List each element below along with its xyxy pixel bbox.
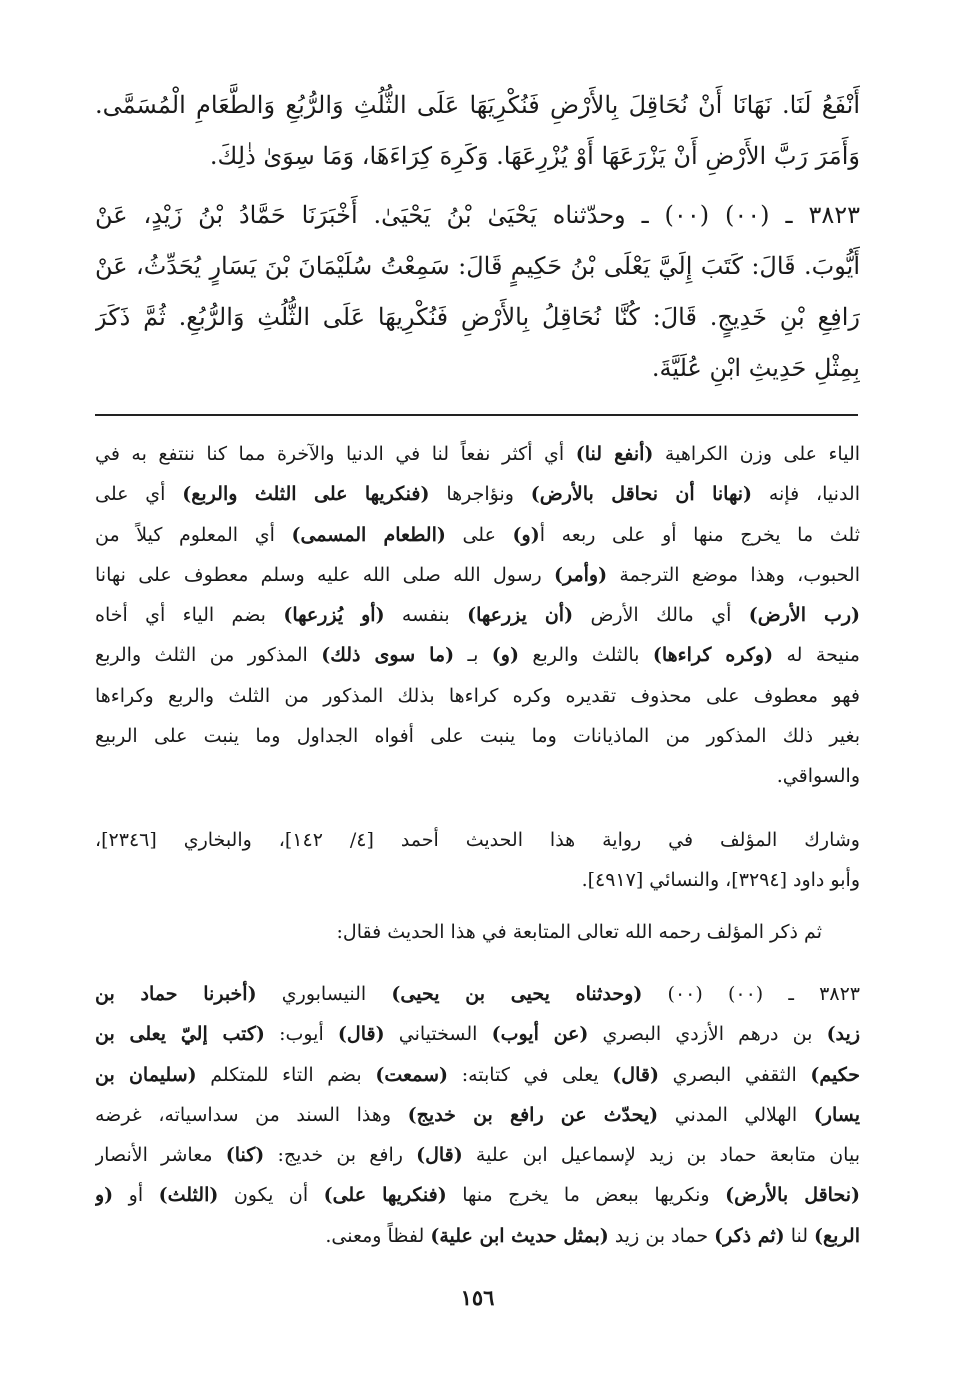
hadith-line: رَافِعِ بْنِ خَدِيجٍ. قَالَ: كُنَّا نُحَاقِلُ بِالأَرْضِ فَنُكْرِيهَا عَلَى الثُّلُثِ وَالرُّبُعِ. ثُمَّ ذَكَرَ bbox=[95, 303, 860, 331]
commentary-text: أي أكثر نفعاً لنا في الدنيا والآخرة مما كنا ننتفع به في bbox=[95, 443, 576, 465]
quoted-matn-text: (الثلث) bbox=[158, 1184, 219, 1207]
commentary-line bbox=[95, 635, 860, 675]
commentary-paragraph-1 bbox=[95, 434, 860, 797]
quoted-matn-text: (أن يزرعها) bbox=[467, 604, 574, 627]
hadith-text-paragraph-1 bbox=[95, 80, 860, 182]
commentary-paragraph-2 bbox=[95, 820, 860, 901]
commentary-text: المذكور من الثلث والربع bbox=[95, 644, 322, 667]
commentary-line bbox=[95, 716, 860, 756]
commentary-text: الثقفي البصري bbox=[658, 1063, 811, 1086]
commentary-text: رسول الله صلى الله عليه وسلم معطوف على نهانا bbox=[95, 563, 554, 586]
quoted-matn-text: (قال) bbox=[612, 1063, 659, 1086]
quoted-matn-text: (فنكريها على) bbox=[323, 1184, 447, 1207]
hadith-line: بِمِثْلِ حَدِيثِ ابْنِ عُلَيَّةَ. bbox=[651, 354, 860, 382]
hadith-line: وَأَمَرَ رَبَّ الأَرْضِ أَنْ يَزْرَعَهَا أَوْ يُزْرِعَهَا. وَكَرِهَ كِرَاءَهَا، وَمَا سِوَىٰ ذٰلِكَ. bbox=[209, 142, 860, 170]
commentary-line bbox=[95, 555, 860, 595]
commentary-text: بيان متابعة حماد بن زيد لإسماعيل ابن علية bbox=[462, 1144, 860, 1167]
commentary-text: حماد بن زيد bbox=[608, 1224, 715, 1247]
hadith-line: أَيُّوبَ. قَالَ: كَتَبَ إِلَيَّ يَعْلَى بْنُ حَكِيمٍ قَالَ: سَمِعْتُ سُلَيْمَانَ بْنَ يَسَارٍ يُحَدِّثُ، عَنْ bbox=[95, 252, 860, 280]
commentary-text: أن يكون bbox=[218, 1184, 324, 1207]
quoted-matn-text: (وأمر) bbox=[553, 563, 608, 586]
quoted-matn-text: (نحاقل بالأرض) bbox=[725, 1184, 860, 1207]
commentary-text: الهلالي المدني bbox=[658, 1103, 814, 1126]
quoted-matn-text: (كتب إليّ يعلى بن bbox=[95, 1023, 265, 1046]
commentary-text: الدنيا، فإنه bbox=[751, 483, 860, 506]
quoted-matn-text: (يحدّث عن رافع بن خديج) bbox=[407, 1103, 659, 1126]
commentary-text: أيوب: bbox=[264, 1023, 338, 1046]
quoted-matn-text: (وحدثناه يحيى بن يحيى) bbox=[391, 983, 643, 1005]
commentary-line bbox=[95, 860, 860, 900]
commentary-text: بنفسه bbox=[384, 604, 468, 627]
commentary-text: ونؤاجرها bbox=[429, 483, 531, 506]
commentary-text: أي على bbox=[95, 483, 183, 506]
commentary-text: منيحة له bbox=[773, 644, 860, 667]
commentary-text: أي المعلوم كيلاً من bbox=[95, 523, 292, 546]
quoted-matn-text: (فنكريها على الثلث والربع) bbox=[182, 483, 430, 506]
commentary-line bbox=[95, 1175, 860, 1215]
quoted-matn-text: يسار) bbox=[813, 1103, 860, 1126]
commentary-line bbox=[95, 515, 860, 555]
commentary-text: ثم ذكر المؤلف رحمه الله تعالى المتابعة في هذا الحديث فقال: bbox=[336, 921, 822, 943]
commentary-text: فهو معطوف على محذوف تقديره وكره كراءها بذلك المذكور من الثلث والربع وكراءها bbox=[95, 684, 860, 707]
quoted-matn-text: (عن أيوب) bbox=[491, 1023, 589, 1046]
commentary-text: بـ bbox=[454, 644, 492, 667]
commentary-paragraph-4 bbox=[95, 974, 860, 1256]
quoted-matn-text: حكيم) bbox=[810, 1063, 860, 1086]
commentary-text: بضم الياء أي أخاه bbox=[95, 604, 284, 627]
quoted-matn-text: (أو يُزرعها) bbox=[283, 604, 385, 627]
quoted-matn-text: (و) bbox=[512, 523, 540, 546]
quoted-matn-text: (قال) bbox=[337, 1023, 385, 1046]
commentary-line bbox=[95, 756, 860, 796]
commentary-line bbox=[95, 912, 860, 952]
commentary-line bbox=[95, 434, 860, 474]
hadith-line: أَنْفَعُ لَنَا. نَهَانَا أَنْ نُحَاقِلَ بِالأَرْضِ فَنُكْرِيَهَا عَلَى الثُّلُثِ وَالرُّبُعِ وَالطَّعَامِ الْمُسَمَّى. bbox=[95, 91, 860, 119]
commentary-text: معاشر الأنصار bbox=[95, 1144, 226, 1167]
commentary-text: وأبو داود [٣٢٩٤]، والنسائي [٤٩١٧]. bbox=[581, 869, 860, 892]
hadith-text-paragraph-2 bbox=[95, 190, 860, 394]
commentary-text: أو bbox=[113, 1184, 159, 1207]
commentary-text: السختياني bbox=[384, 1023, 492, 1046]
quoted-matn-text: (أخبرنا حماد بن bbox=[95, 983, 257, 1005]
quoted-matn-text: (ما سوى ذلك) bbox=[321, 644, 455, 667]
quoted-matn-text: (و bbox=[95, 1184, 114, 1207]
commentary-text: والسواقي. bbox=[776, 765, 860, 788]
quoted-matn-text: (سليمان بن bbox=[95, 1063, 197, 1086]
commentary-text: ٣٨٢٣ ـ (٠٠) (٠٠) bbox=[642, 983, 860, 1005]
commentary-text: بن درهم الأزدي البصري bbox=[588, 1023, 827, 1046]
quoted-matn-text: (نهانا أن نحاقل بالأرض) bbox=[530, 483, 752, 506]
commentary-text: الياء على وزن الكراهية bbox=[653, 443, 860, 465]
quoted-matn-text: الربع) bbox=[814, 1224, 860, 1247]
commentary-text: الحبوب، وهذا موضع الترجمة bbox=[607, 563, 860, 586]
quoted-matn-text: (قال) bbox=[416, 1144, 463, 1167]
commentary-text: ثلث ما يخرج منها أو على ربعه أ bbox=[539, 523, 860, 546]
commentary-text: رافع بن خديج: bbox=[264, 1144, 417, 1167]
commentary-line bbox=[95, 474, 860, 514]
commentary-line bbox=[95, 1055, 860, 1095]
quoted-matn-text: (الطعام المسمى) bbox=[291, 523, 446, 546]
commentary-line bbox=[95, 676, 860, 716]
quoted-matn-text: (رب الأرض) bbox=[748, 604, 860, 627]
commentary-text: ونكريها ببعض ما يخرج منها bbox=[446, 1184, 726, 1207]
commentary-text: بغير ذلك المذكور من الماذيانات وما ينبت على أفواه الجداول وما ينبت على الربيع bbox=[95, 725, 860, 748]
commentary-line bbox=[95, 1095, 860, 1135]
page-number: ١٥٦ bbox=[460, 1285, 495, 1310]
quoted-matn-text: (ثم ذكر) bbox=[714, 1224, 785, 1247]
quoted-matn-text: (أنفع لنا) bbox=[575, 443, 654, 465]
quoted-matn-text: (و) bbox=[491, 644, 519, 667]
hadith-line: ٣٨٢٣ ـ (٠٠) (٠٠) ـ وحدّثناه يَحْيَىٰ بْنُ يَحْيَىٰ. أَخْبَرَنَا حَمَّادُ بْنُ زَيْدٍ، عَنْ bbox=[95, 201, 860, 229]
commentary-line bbox=[95, 974, 860, 1014]
quoted-matn-text: (كنا) bbox=[225, 1144, 265, 1167]
quoted-matn-text: زيد) bbox=[826, 1023, 860, 1046]
commentary-text: بالثلث والربع bbox=[518, 644, 653, 667]
commentary-line bbox=[95, 1135, 860, 1175]
commentary-text: أي مالك الأرض bbox=[573, 604, 749, 627]
quoted-matn-text: (سمعت) bbox=[375, 1063, 449, 1086]
commentary-text: وهذا السند من سداسياته، غرضه bbox=[95, 1103, 408, 1126]
commentary-text: على bbox=[445, 523, 513, 546]
commentary-paragraph-3 bbox=[95, 912, 860, 952]
commentary-line bbox=[95, 820, 860, 860]
section-divider bbox=[95, 414, 858, 416]
commentary-line bbox=[95, 595, 860, 635]
commentary-text: لنا bbox=[784, 1224, 815, 1247]
commentary-text: وشارك المؤلف في رواية هذا الحديث أحمد [٤/ ١٤٢]، والبخاري [٢٣٤٦]، bbox=[95, 829, 860, 851]
quoted-matn-text: (بمثل حديث ابن علية) bbox=[430, 1224, 609, 1247]
commentary-line bbox=[95, 1216, 860, 1256]
commentary-text: بضم التاء للمتكلم bbox=[196, 1063, 376, 1086]
commentary-text: لفظاً ومعنى. bbox=[325, 1224, 431, 1247]
commentary-text: النيسابوري bbox=[256, 983, 392, 1005]
quoted-matn-text: (وكره كراءها) bbox=[652, 644, 774, 667]
commentary-line bbox=[95, 1014, 860, 1054]
commentary-text: يعلى في كتابته: bbox=[448, 1063, 613, 1086]
